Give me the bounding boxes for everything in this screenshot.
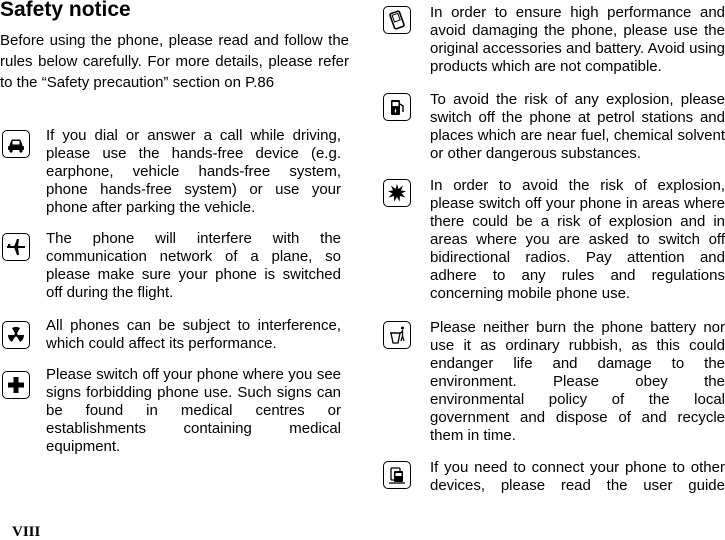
fuel-pump-icon [383, 93, 411, 121]
notice-text: All phones can be subject to interference, which could affect its performance. [46, 317, 341, 352]
notice-text: To avoid the risk of any explosion, please switch off the phone at petrol stations and places which are near fuel, chemical solvent or other dangerous substances. [430, 91, 725, 162]
notice-text: In order to ensure high performance and avoid damaging the phone, please use the original accessories and battery. Avoid using products which are not compatible. [430, 4, 725, 75]
notice-text: Please neither burn the phone battery nor use it as ordinary rubbish, as this could endanger life and damage to the environment. Please obey the environmental policy of the local government and dispose of and recycle them in time. [430, 319, 725, 444]
notice-text: The phone will interfere with the communication network of a plane, so please make sure your phone is switched off during the flight. [46, 230, 341, 301]
connect-devices-icon [383, 461, 411, 489]
notice-text: Please switch off your phone where you see signs forbidding phone use. Such signs can be found in medical centres or establishments containing medical equipment. [46, 366, 341, 455]
medical-cross-icon [2, 371, 30, 399]
notice-text: If you need to connect your phone to other devices, please read the user guide [430, 459, 725, 494]
car-icon [2, 130, 30, 158]
phone-accessory-icon [383, 6, 411, 34]
radiation-icon [2, 321, 30, 349]
airplane-icon [2, 233, 30, 261]
intro-paragraph: Before using the phone, please read and follow the rules below carefully. For more details, please refer to the “Safety precaution” section on P.86 [0, 32, 349, 91]
notice-text: In order to avoid the risk of explosion, please switch off your phone in areas where there could be a risk of explosion and in areas where you are asked to switch off bidirectional radios. Pay attention and adhere to any rules and regulations concerning mobile phone use. [430, 177, 725, 302]
page-title: Safety notice [0, 0, 131, 21]
recycle-bin-icon [383, 321, 411, 349]
explosion-icon [383, 179, 411, 207]
notice-text: If you dial or answer a call while driving, please use the hands-free device (e.g. earphone, vehicle hands-free system, phone hands-free system) or use your phone after parking the vehicle. [46, 127, 341, 216]
page-number: VIII [12, 524, 41, 540]
